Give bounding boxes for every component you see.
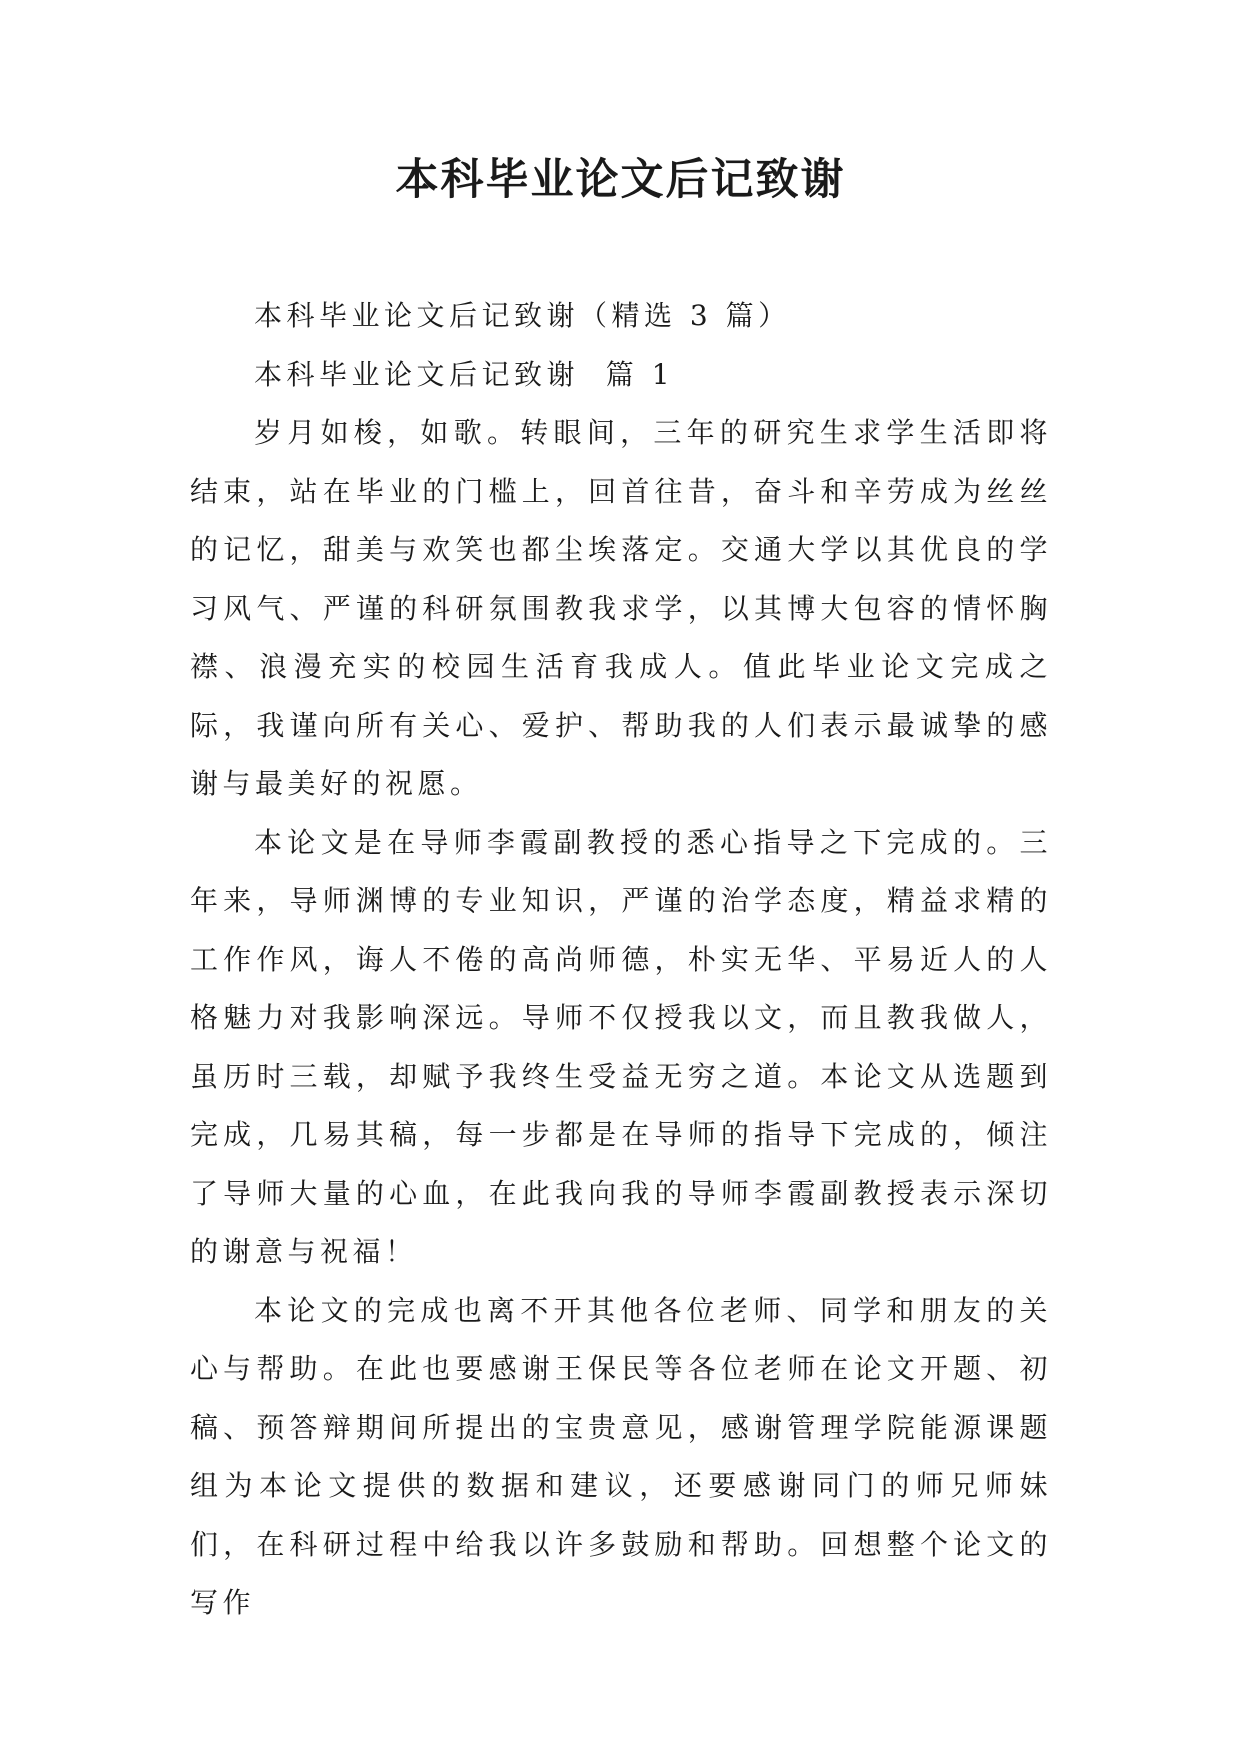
paragraph: 本论文是在导师李霞副教授的悉心指导之下完成的。三年来，导师渊博的专业知识，严谨的治学态度，精益求精的工作作风，诲人不倦的高尚师德，朴实无华、平易近人的人格魅力对我影响深远。导师不仅授我以文，而且教我做人，虽历时三载，却赋予我终生受益无穷之道。本论文从选题到完成，几易其稿，每一步都是在导师的指导下完成的，倾注了导师大量的心血，在此我向我的导师李霞副教授表示深切的谢意与祝福！: [190, 825, 1052, 1268]
paragraph: 岁月如梭，如歌。转眼间，三年的研究生求学生活即将结束，站在毕业的门槛上，回首往昔，奋斗和辛劳成为丝丝的记忆，甜美与欢笑也都尘埃落定。交通大学以其优良的学习风气、严谨的科研氛围教我求学，以其博大包容的情怀胸襟、浪漫充实的校园生活育我成人。值此毕业论文完成之际，我谨向所有关心、爱护、帮助我的人们表示最诚挚的感谢与最美好的祝愿。: [190, 416, 1052, 800]
document-title: 本科毕业论文后记致谢: [395, 155, 846, 205]
paragraph: 本论文的完成也离不开其他各位老师、同学和朋友的关心与帮助。在此也要感谢王保民等各位老师在论文开题、初稿、预答辩期间所提出的宝贵意见，感谢管理学院能源课题组为本论文提供的数据和建议，还要感谢同门的师兄师妹们，在科研过程中给我以许多鼓励和帮助。回想整个论文的写作: [190, 1293, 1052, 1619]
document-subtitle: 本科毕业论文后记致谢（精选 3 篇）: [254, 299, 791, 332]
document-body: [190, 287, 1052, 1633]
section-heading: 本科毕业论文后记致谢 篇 1: [254, 357, 675, 391]
